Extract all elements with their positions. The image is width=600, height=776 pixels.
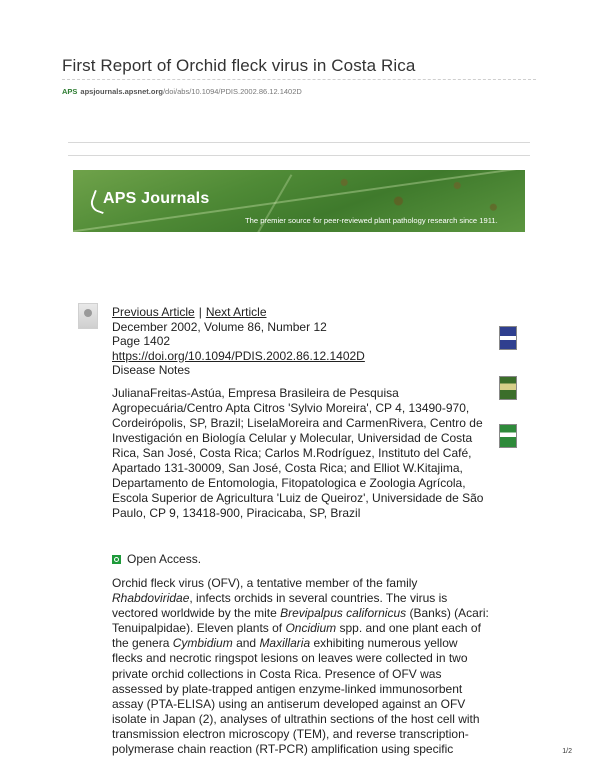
source-path[interactable]: /doi/abs/10.1094/PDIS.2002.86.12.1402D — [162, 87, 302, 96]
author-line: JulianaFreitas-Astúa, Empresa Brasileira de Pesquisa — [112, 386, 399, 400]
open-access-icon — [112, 555, 121, 564]
page-number: 1/2 — [562, 748, 572, 755]
open-access-label: Open Access. — [127, 552, 202, 566]
title-divider — [62, 79, 536, 80]
author-line: Paulo, CP 9, 13418-900, Piracicaba, SP, Brazil — [112, 506, 361, 520]
author-line: Rica, San José, Costa Rica; Carlos M.Rodríguez, Instituto del Café, — [112, 446, 472, 460]
abstract-line: isolate in Japan (2), analyses of ultrathin sections of the host cell with — [112, 711, 480, 726]
abstract-line: the genera Cymbidium and Maxillaria exhibiting numerous yellow — [112, 636, 458, 651]
abstract-line: transmission electron microscopy (TEM), and reverse transcription- — [112, 726, 469, 741]
abstract-line: assay (PTA-ELISA) using an antiserum developed against an OFV — [112, 696, 466, 711]
author-line: Departamento de Entomologia, Fitopatologica e Zoologia Agrícola, — [112, 476, 466, 490]
source-line — [62, 87, 302, 96]
journal-cover-icon[interactable] — [499, 424, 517, 448]
aps-brand: APS — [62, 87, 78, 96]
banner-logo-text: APS Journals — [103, 190, 210, 207]
doi-link[interactable]: https://doi.org/10.1094/PDIS.2002.86.12.1402D — [112, 348, 365, 363]
journal-cover-icon[interactable] — [499, 326, 517, 350]
banner-tagline: The premier source for peer-reviewed plant pathology research since 1911. — [245, 216, 498, 225]
nav-separator: | — [198, 305, 202, 319]
journal-cover-icon[interactable] — [499, 376, 517, 400]
next-article-link[interactable]: Next Article — [205, 305, 267, 319]
abstract-line: flecks and necrotic ringspot lesions on leaves were collected in two — [112, 651, 468, 666]
abstract-line: polymerase chain reaction (RT-PCR) amplification using specific — [112, 742, 454, 757]
previous-article-link[interactable]: Previous Article — [112, 305, 195, 319]
aps-journals-banner[interactable] — [73, 170, 525, 232]
author-line: Escola Superior de Agricultura 'Luiz de Queiroz', Universidade de São — [112, 491, 484, 505]
abstract-line: Rhabdoviridae, infects orchids in several countries. The virus is — [112, 591, 448, 606]
abstract-line: Orchid fleck virus (OFV), a tentative member of the family — [112, 576, 418, 590]
open-access-badge — [112, 552, 201, 566]
section-label: Disease Notes — [112, 363, 191, 377]
page-title: First Report of Orchid fleck virus in Costa Rica — [62, 56, 416, 75]
article-nav — [112, 305, 365, 320]
author-affiliations — [112, 386, 497, 521]
abstract-line: vectored worldwide by the mite Brevipalpus californicus (Banks) (Acari: — [112, 606, 489, 621]
author-line: Agropecuária/Centro Apta Citros 'Sylvio Moreira', CP 4, 13490-970, — [112, 401, 470, 415]
divider-top — [68, 142, 530, 143]
abstract-text — [112, 576, 502, 757]
author-line: Cordeirópolis, SP, Brazil; LiselaMoreira and CarmenRivera, Centro de — [112, 416, 483, 430]
author-line: Apartado 131-30009, San José, Costa Rica; and Elliot W.Kitajima, — [112, 461, 463, 475]
author-line: Investigación en Biología Celular y Molecular, Universidad de Costa — [112, 431, 473, 445]
abstract-line: private orchid collections in Costa Rica. Presence of OFV was — [112, 666, 442, 681]
divider-bottom — [68, 155, 530, 156]
page-info: Page 1402 — [112, 334, 171, 348]
article-thumbnail-icon — [78, 303, 98, 329]
issue-info: December 2002, Volume 86, Number 12 — [112, 319, 327, 334]
abstract-line: assessed by plate-trapped antigen enzyme-linked immunosorbent — [112, 681, 463, 696]
abstract-line: Tenuipalpidae). Eleven plants of Oncidium spp. and one plant each of — [112, 621, 481, 636]
article-meta — [112, 305, 365, 378]
source-host[interactable]: apsjournals.apsnet.org — [80, 87, 163, 96]
